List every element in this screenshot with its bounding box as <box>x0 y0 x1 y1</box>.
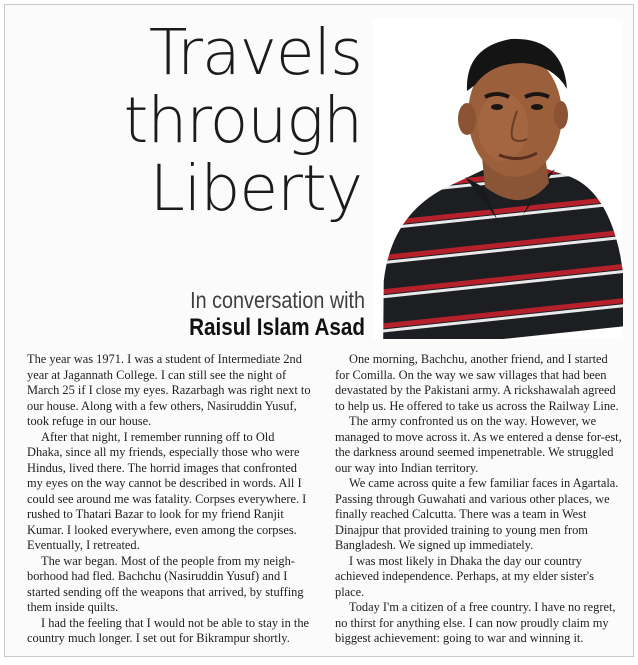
paragraph: I was most likely in Dhaka the day our country achieved independence. Perhaps, at my elder sister's place. <box>335 553 594 599</box>
paragraph: The war began. Most of the people from my neigh-borhood had fled. Bachchu (Nasiruddin Yusuf) and I started sending off the weapons that arrived, by stuffing them inside quilts. <box>27 553 304 614</box>
headline-line-2: through <box>123 84 362 157</box>
headline <box>17 16 362 225</box>
article-column-left <box>27 352 312 647</box>
paragraph: Today I'm a citizen of a free country. I have no regret, no thirst for anything else. I can now proudly claim my biggest achievement: going to war and winning it. <box>335 600 616 645</box>
subheadline <box>98 287 365 341</box>
paragraph: I had the feeling that I would not be able to stay in the country much longer. I set out for Bikrampur shortly. <box>27 615 310 645</box>
article-page <box>4 4 634 657</box>
paragraph: The year was 1971. I was a student of Intermediate 2nd year at Jagannath College. I can still see the night of March 25 if I close my eyes. Razarbagh was right next to our house. Along with a few others, Nasiruddin Yusuf, took refuge in our house. <box>27 352 311 428</box>
article-column-right <box>335 352 625 647</box>
interviewee-name: Raisul Islam Asad <box>189 314 365 341</box>
portrait-illustration <box>373 19 623 339</box>
paragraph: One morning, Bachchu, another friend, and I started for Comilla. On the way we saw villages that had been devastated by the Pakistani army. A rickshawalah agreed to help us. He offered to take us across the Railway Line. <box>335 352 619 413</box>
portrait-photo <box>373 19 623 339</box>
paragraph: We came across quite a few familiar faces in Agartala. Passing through Guwahati and various other places, we finally reached Calcutta. There was a team in West Dinajpur that provided training to young men from Bangladesh. We signed up immediately. <box>335 476 619 552</box>
headline-line-3: Liberty <box>149 152 362 225</box>
subheadline-intro: In conversation with <box>190 287 365 313</box>
paragraph: After that night, I remember running off to Old Dhaka, since all my friends, especially those who were Hindus, lived there. The horrid images that confronted my eyes on the way cannot be described in words. All I could see around me was fatality. Corpses everywhere. I rushed to Thatari Bazar to look for my friend Ranjit Kumar. I looked everywhere, even among the corpses. Eventually, I retreated. <box>27 429 307 552</box>
paragraph: The army confronted us on the way. However, we managed to move across it. As we entered a dense for-est, the darkness around seemed impenetrable. We struggled our way into Indian territory. <box>335 414 622 475</box>
headline-line-1: Travels <box>148 16 362 89</box>
